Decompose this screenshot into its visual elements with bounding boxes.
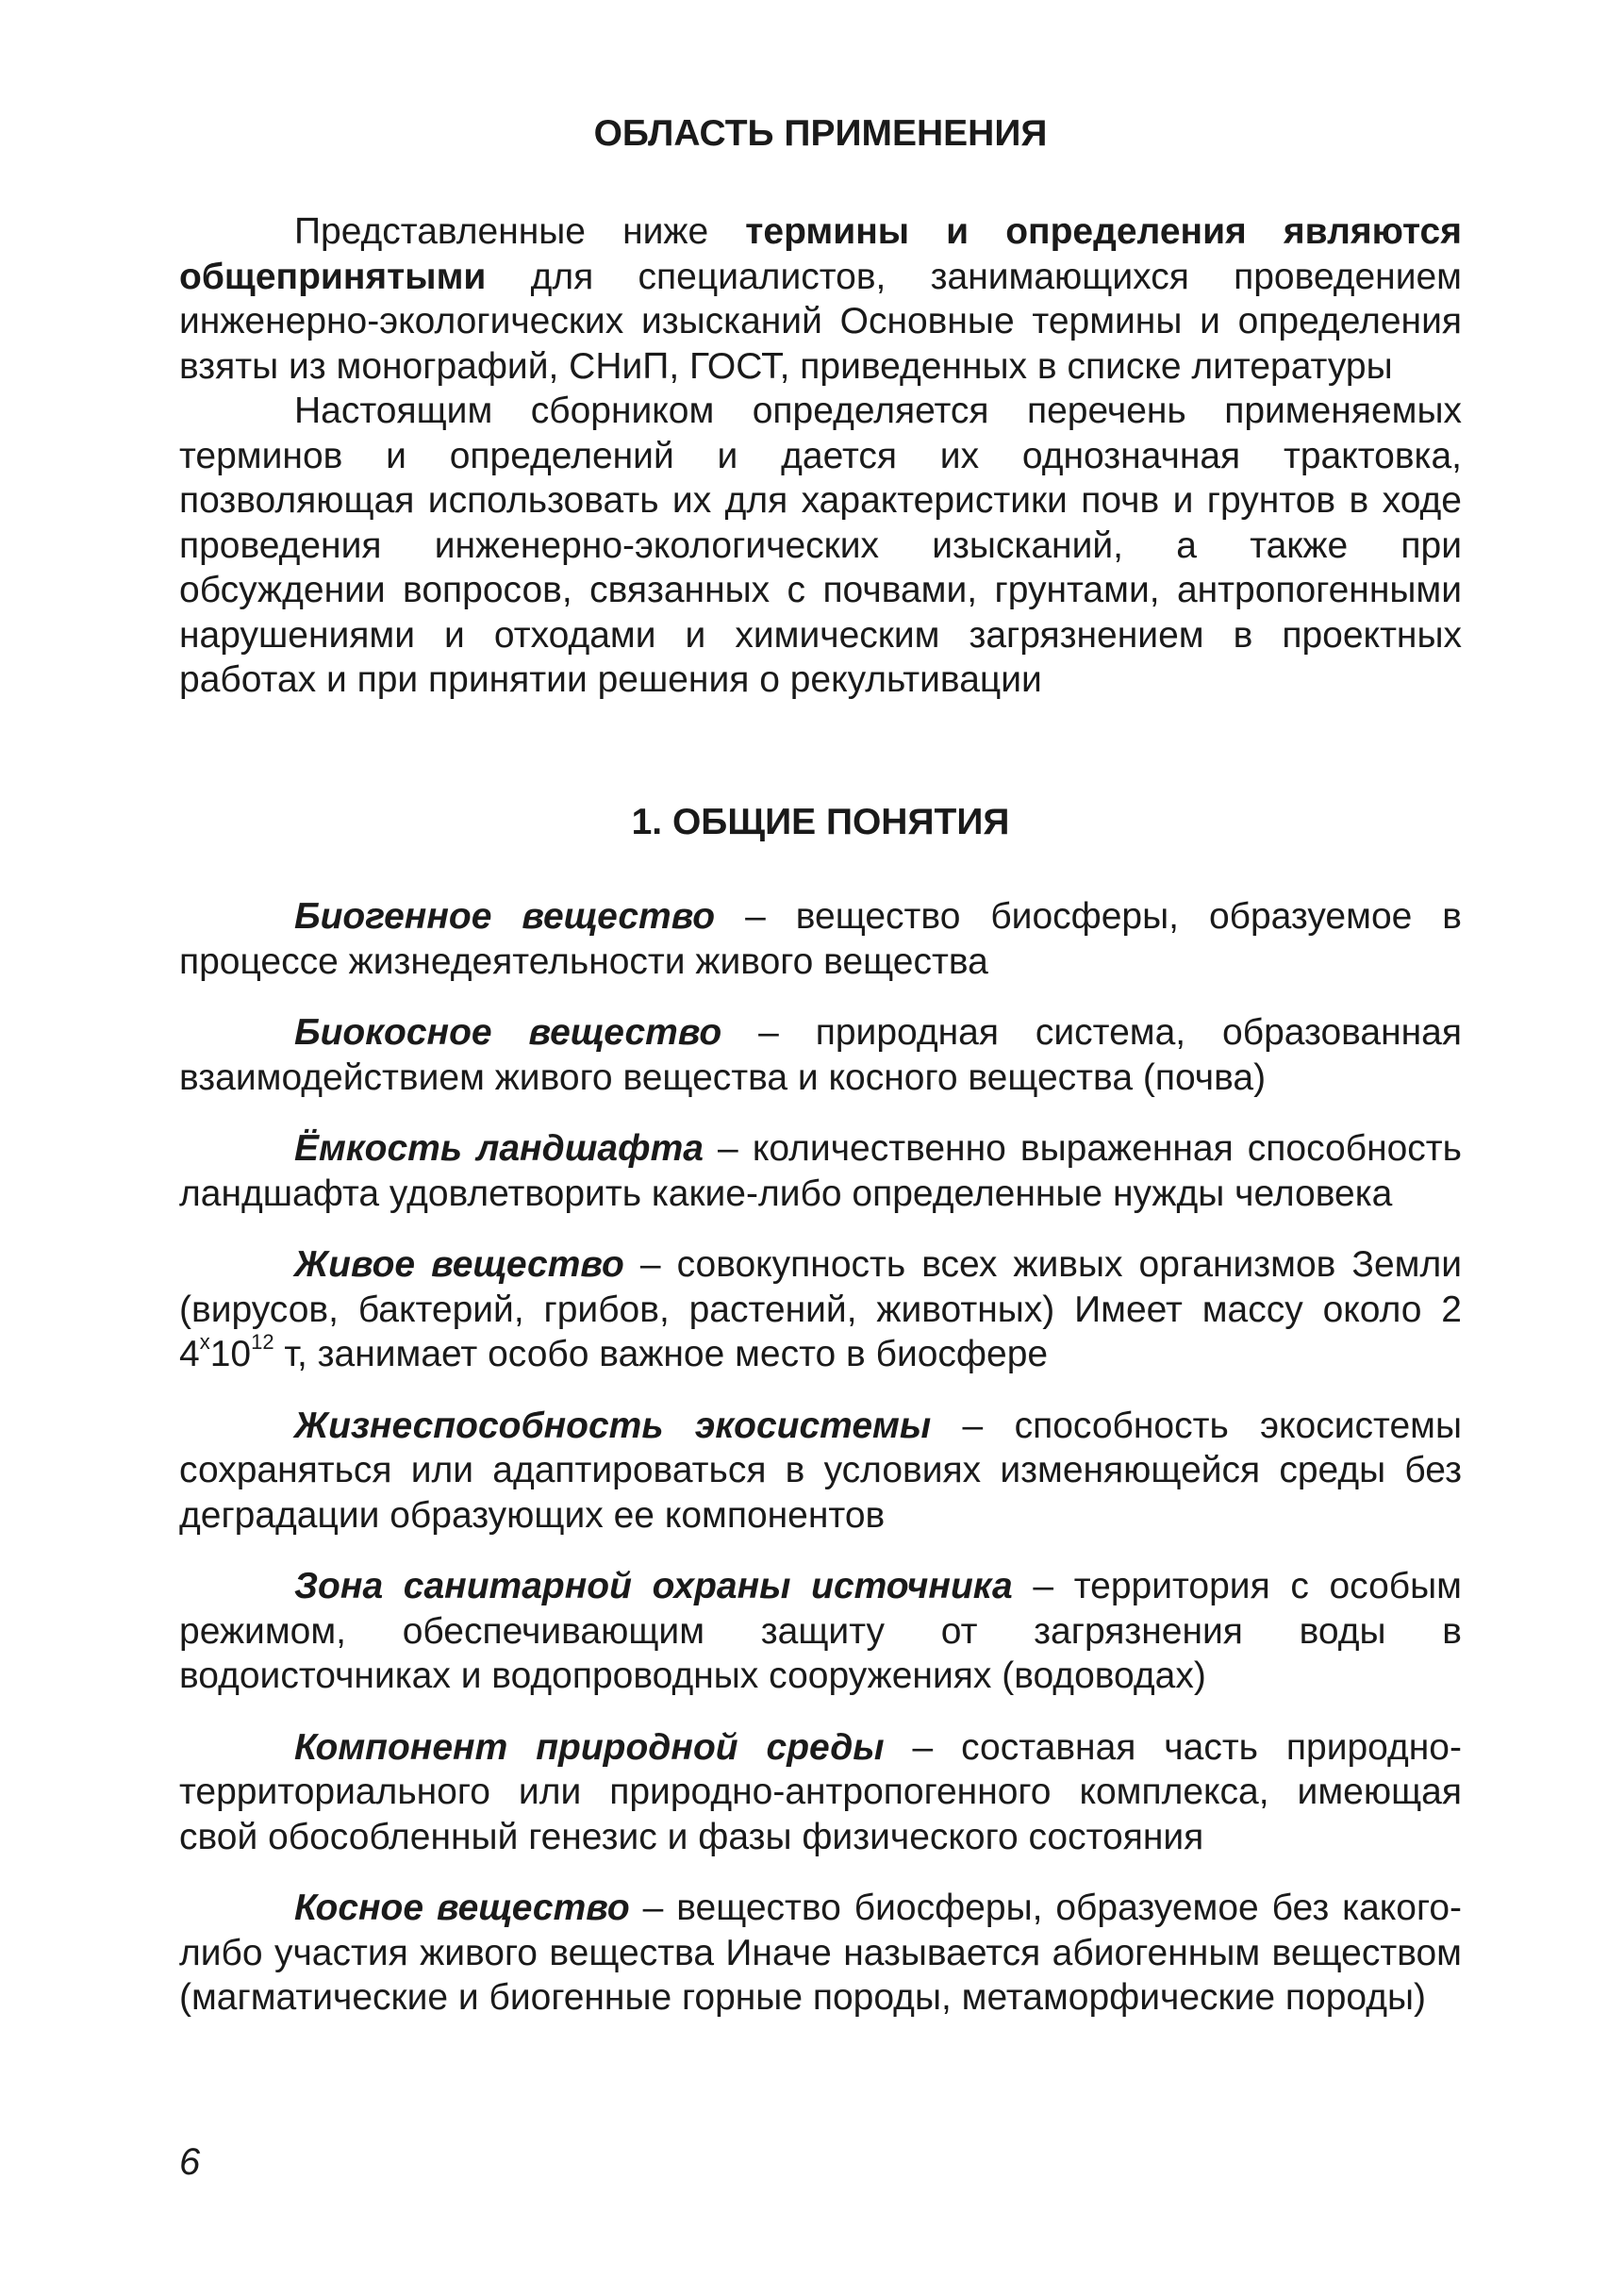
term-name: Ёмкость ландшафта <box>294 1128 704 1169</box>
term-name: Косное вещество <box>294 1888 630 1928</box>
term-definition-part-c: т, занимает особо важное место в биосфере <box>273 1334 1049 1374</box>
term-entry <box>179 1886 1462 2021</box>
term-definition: – способность экосистемы сохраняться или адаптироваться в условиях изменяющейся среды без деградации образующих ее компонентов <box>179 1405 1462 1536</box>
term-definition: – территория с особым режимом, обеспечивающим защиту от загрязнения воды в водоисточниках и водопроводных сооружениях (водоводах) <box>179 1566 1462 1696</box>
term-definition: – составная часть природно-территориального или природно-антропогенного комплекса, имеющая свой обособленный генезис и фазы физического состояния <box>179 1726 1462 1857</box>
superscript-x: x <box>199 1330 210 1354</box>
term-name: Зона санитарной охраны источника <box>294 1566 1013 1606</box>
term-entry <box>179 1242 1462 1377</box>
term-definition: – природная система, образованная взаимодействием живого вещества и косного вещества (почва) <box>179 1012 1462 1098</box>
terms-list <box>179 894 1462 2047</box>
scope-p1-text-c: для специалистов, занимающихся проведением инженерно-экологических изысканий Основные термины и определения взяты из монографий, СНиП, ГОСТ, приведенных в списке литературы <box>179 256 1462 387</box>
scope-p1-text-a: Представленные ниже <box>294 211 746 252</box>
term-name: Жизнеспособность экосистемы <box>294 1405 932 1446</box>
term-entry <box>179 1010 1462 1100</box>
document-page <box>179 0 1462 2279</box>
page-number: 6 <box>179 2141 201 2183</box>
term-definition: – вещество биосферы, образуемое без какого-либо участия живого вещества Иначе называется абиогенным веществом (магматические и биогенные горные породы, метаморфические породы) <box>179 1888 1462 2018</box>
term-entry <box>179 1126 1462 1216</box>
superscript-exponent: 12 <box>251 1330 274 1354</box>
term-name: Живое вещество <box>294 1244 624 1285</box>
term-name: Компонент природной среды <box>294 1726 885 1768</box>
section-heading-general: 1. ОБЩИЕ ПОНЯТИЯ <box>631 802 1010 842</box>
term-entry <box>179 1404 1462 1539</box>
term-entry <box>179 1564 1462 1699</box>
scope-paragraph-2: Настоящим сборником определяется перечень применяемых терминов и определений и дается их однозначная трактовка, позволяющая использовать их для характеристики почв и грунтов в ходе проведения инженерно-экологических изысканий, а также при обсуждении вопросов, связанных с почвами, грунтами, антропогенными нарушениями и отходами и химическим загрязнением в проектных работах и при принятии решения о рекультивации <box>179 391 1462 700</box>
term-entry <box>179 1725 1462 1860</box>
term-entry <box>179 894 1462 984</box>
term-definition-part-b: 10 <box>209 1334 252 1374</box>
term-definition-part-a: – совокупность всех живых организмов Земли (вирусов, бактерий, грибов, растений, животных) Имеет массу около 2 4 <box>179 1244 1462 1374</box>
section-heading-scope: ОБЛАСТЬ ПРИМЕНЕНИЯ <box>593 113 1048 154</box>
term-name: Биокосное вещество <box>294 1012 722 1053</box>
scope-body <box>179 209 1462 703</box>
term-definition: – количественно выраженная способность ландшафта удовлетворить какие-либо определенные нужды человека <box>179 1128 1462 1214</box>
scope-p1-emphasis: термины и определения являются общепринятыми <box>179 211 1462 297</box>
term-name: Биогенное вещество <box>294 896 716 937</box>
scope-paragraph-1 <box>179 209 1462 389</box>
term-definition: – вещество биосферы, образуемое в процессе жизнедеятельности живого вещества <box>179 896 1463 982</box>
